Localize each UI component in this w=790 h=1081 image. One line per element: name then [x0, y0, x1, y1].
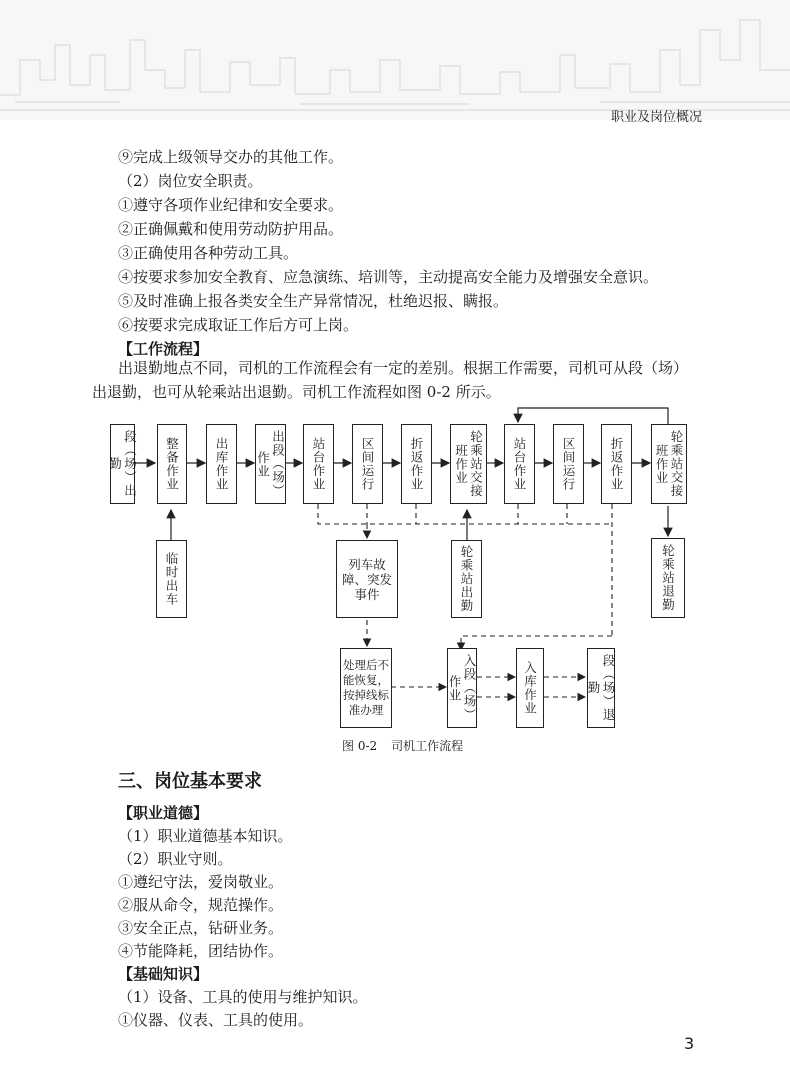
flow-box-shift-handover-1: 轮乘站交接班作业: [450, 424, 487, 504]
flow-box-platform-1: 站台作业: [303, 424, 334, 504]
flow-box-rotation-check-in: 轮乘站出勤: [451, 540, 482, 618]
text-line: ②正确佩戴和使用劳动防护用品。: [118, 220, 344, 238]
text-line: ①仪器、仪表、工具的使用。: [118, 1011, 314, 1029]
subheading: 【职业道德】: [118, 804, 209, 822]
flow-box-section-run-2: 区间运行: [553, 424, 584, 504]
text-line: ⑥按要求完成取证工作后方可上岗。: [118, 316, 359, 334]
flow-box-preparation: 整备作业: [157, 424, 187, 504]
figure-title: 司机工作流程: [391, 739, 464, 753]
flow-box-depot-check-in: 段（场）出勤: [110, 424, 135, 504]
flow-box-temporary-dispatch: 临时出车: [156, 540, 187, 618]
flow-box-rotation-check-out: 轮乘站退勤: [651, 538, 685, 618]
subheading: 【基础知识】: [118, 965, 209, 983]
text-line: （1）设备、工具的使用与维护知识。: [118, 988, 368, 1006]
text-line: ⑨完成上级领导交办的其他工作。: [118, 148, 344, 166]
text-line: ①遵守各项作业纪律和安全要求。: [118, 196, 344, 214]
text-line: ③正确使用各种劳动工具。: [118, 244, 299, 262]
flow-box-leave-depot: 出段（场）作业: [255, 424, 286, 504]
flow-box-enter-depot: 入段（场）作业: [447, 648, 477, 728]
flow-box-turnback-1: 折返作业: [401, 424, 432, 504]
skyline-banner: [0, 0, 790, 120]
text-line: ②服从命令，规范操作。: [118, 896, 284, 914]
text-line: ④按要求参加安全教育、应急演练、培训等，主动提高安全能力及增强安全意识。: [118, 268, 659, 286]
text-line: ⑤及时准确上报各类安全生产异常情况，杜绝迟报、瞒报。: [118, 292, 509, 310]
flow-box-leave-garage: 出库作业: [206, 424, 237, 504]
running-head: 职业及岗位概况: [610, 110, 702, 125]
workflow-heading: 【工作流程】: [118, 340, 209, 358]
flow-box-train-fault: 列车故障、突发事件: [336, 540, 398, 618]
flow-box-platform-2: 站台作业: [504, 424, 535, 504]
page-number: 3: [684, 1034, 695, 1053]
flow-box-turnback-2: 折返作业: [601, 424, 632, 504]
flow-box-handle-fault: 处理后不能恢复，按掉线标准办理: [340, 648, 392, 728]
figure-number: 图 0-2: [342, 739, 378, 753]
text-line: （2）职业守则。: [118, 850, 233, 868]
text-line: （2）岗位安全职责。: [118, 172, 263, 190]
flow-box-enter-garage: 入库作业: [516, 648, 544, 728]
flow-box-depot-check-out: 段（场）退勤: [587, 648, 615, 728]
figure-caption: [342, 737, 477, 754]
text-line: ④节能降耗，团结协作。: [118, 942, 284, 960]
text-line: ①遵纪守法，爱岗敬业。: [118, 873, 284, 891]
section-title: 三、岗位基本要求: [118, 771, 262, 792]
workflow-paragraph: 出退勤地点不同，司机的工作流程会有一定的差别。根据工作需要，司机可从段（场）出退勤，也可从轮乘站出退勤。司机工作流程如图 0-2 所示。: [92, 359, 689, 401]
text-line: （1）职业道德基本知识。: [118, 827, 293, 845]
flow-box-shift-handover-2: 轮乘站交接班作业: [651, 424, 687, 504]
text-line: ③安全正点，钻研业务。: [118, 919, 284, 937]
flow-box-section-run-1: 区间运行: [352, 424, 383, 504]
